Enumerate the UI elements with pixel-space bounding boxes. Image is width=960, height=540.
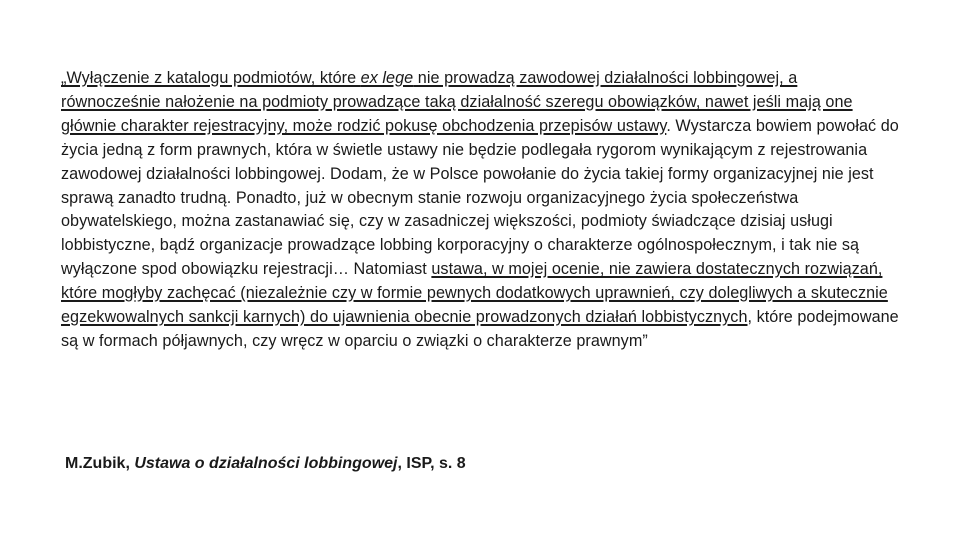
quote-underlined-start: „Wyłączenie z katalogu podmiotów, które [61, 69, 361, 87]
quote-latin-term: ex lege [360, 69, 414, 87]
quote-plain-end: , które podejmowane są w formach półjawnych, czy wręcz w oparciu o związki o charakterze prawnym” [61, 308, 899, 350]
citation-author: M.Zubik, [65, 455, 135, 472]
citation [65, 453, 466, 475]
quote-plain-middle: . Wystarcza bowiem powołać do życia jedną z form prawnych, która w świetle ustawy nie będzie podlegała rygorom wynikającym z rejestrowania zawodowej działalności lobbingowej. Dodam, że w Polsce powołanie do życia takiej formy organizacyjnej nie jest sprawą zanadto trudną. Ponadto, już w obecnym stanie rozwoju organizacyjnego życia społeczeństwa obywatelskiego, można zastanawiać się, czy w zasadniczej większości, podmioty świadczące dzisiaj usługi lobbistyczne, bądź organizacje prowadzące lobbing korporacyjny o charakterze ogólnospołecznym, i tak nie są wyłączone spod obowiązku rejestracji… Natomiast [61, 116, 899, 279]
quote-underlined-second: ustawa, w mojej ocenie, nie zawiera dostatecznych rozwiązań, które mogłyby zachęcać (niezależnie czy w formie pewnych dodatkowych uprawnień, czy dolegliwych a skutecznie egzekwowalnych sankcji karnych) do ujawnienia obecnie prowadzonych działań lobbistycznych [61, 260, 888, 327]
citation-source: , ISP, s. 8 [397, 455, 466, 472]
quote-paragraph [61, 67, 901, 354]
quote-underlined-continuation: nie prowadzą zawodowej działalności lobbingowej, a równocześnie nałożenie na podmioty prowadzące taką działalność szeregu obowiązków, nawet jeśli mają one głównie charakter rejestracyjny, może rodzić pokusę obchodzenia przepisów ustawy [61, 69, 853, 135]
citation-title: Ustawa o działalności lobbingowej [134, 455, 398, 472]
